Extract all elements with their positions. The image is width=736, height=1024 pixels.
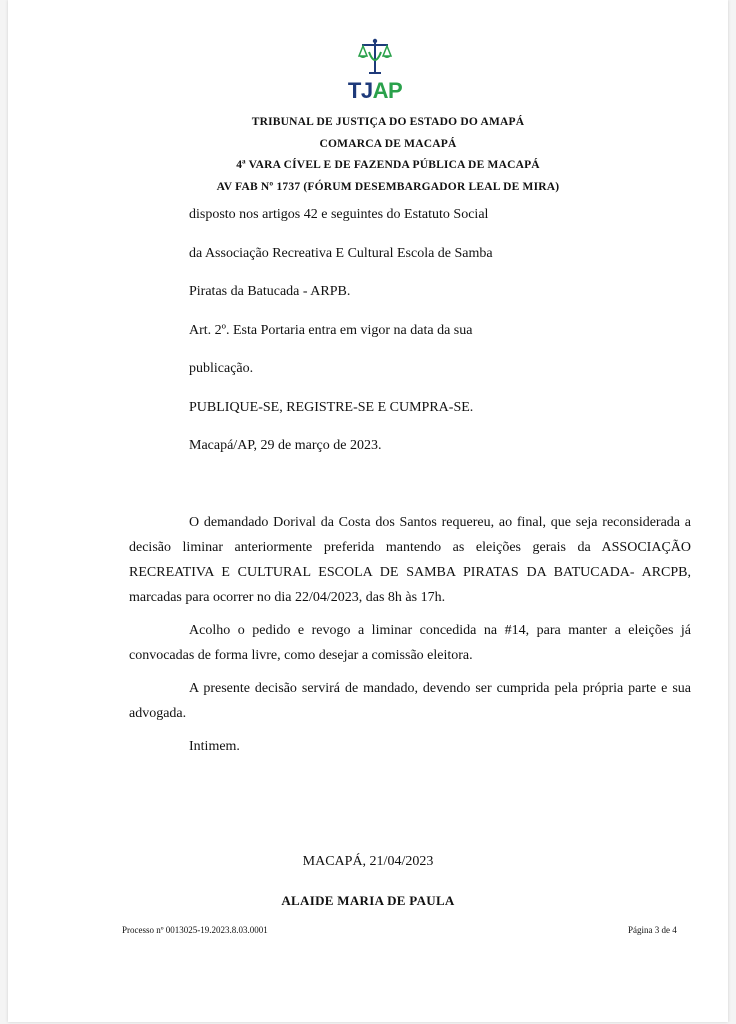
signer-name: ALAIDE MARIA DE PAULA [281,893,455,908]
header-line-2: COMARCA DE MACAPÁ [319,137,457,150]
decision-paragraph-3: A presente decisão servirá de mandado, devendo ser cumprida pela própria parte e sua advogada. [129,681,691,721]
header-line-3: 4ª VARA CÍVEL E DE FAZENDA PÚBLICA DE MACAPÁ [236,159,540,171]
decision-body [129,510,691,768]
page-number: Página 3 de 4 [628,925,677,935]
process-number: Processo nº 0013025-19.2023.8.03.0001 [122,925,268,935]
quote-line: disposto nos artigos 42 e seguintes do Estatuto Social [189,207,489,222]
header-line-1: TRIBUNAL DE JUSTIÇA DO ESTADO DO AMAPÁ [251,116,525,128]
quote-line: PUBLIQUE-SE, REGISTRE-SE E CUMPRA-SE. [189,399,474,415]
document-page [8,0,728,1022]
quote-line: Macapá/AP, 29 de março de 2023. [189,438,382,453]
quote-line: Piratas da Batucada - ARPB. [189,284,351,299]
header-line-4: AV FAB Nº 1737 (FÓRUM DESEMBARGADOR LEAL DE MIRA) [216,180,560,193]
logo-text-ap: AP [372,78,403,103]
quote-line: Art. 2º. Esta Portaria entra em vigor na data da sua [189,322,473,338]
decision-paragraph-2: Acolho o pedido e revogo a liminar concedida na #14, para manter a eleições já convocadas de forma livre, como desejar a comissão eleitora. [129,623,691,663]
quote-line: da Associação Recreativa E Cultural Escola de Samba [189,245,493,261]
decision-paragraph-1: O demandado Dorival da Costa dos Santos requereu, ao final, que seja reconsiderada a decisão liminar anteriormente preferida mantendo as eleições gerais da ASSOCIAÇÃO RECREATIVA E CULTURAL ESCOLA DE SAMBA PIRATAS DA BATUCADA- ARCPB, marcadas para ocorrer no dia 22/04/2023, das 8h às 17h. [129,515,691,605]
decision-paragraph-4: Intimem. [189,739,240,754]
tjap-logo [343,38,407,104]
logo-text-tj: TJ [347,78,373,103]
logo-wordmark [343,78,407,104]
signature-date: MACAPÁ, 21/04/2023 [302,854,434,869]
court-header [128,112,648,198]
quoted-portaria-excerpt [189,205,629,475]
scales-of-justice-icon [357,38,393,76]
quote-line: publicação. [189,361,254,376]
